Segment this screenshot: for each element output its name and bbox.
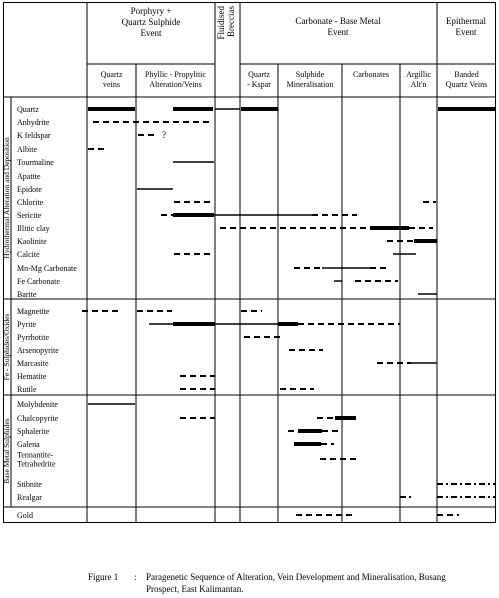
stage-label-bqv: Quartz Veins	[445, 80, 488, 89]
header-labels	[101, 6, 488, 89]
mineral-label-stibnite: Stibnite	[17, 480, 42, 489]
mineral-label-hematite: Hematite	[17, 372, 47, 381]
stage-label-qv: Quartz	[100, 70, 123, 79]
stage-label-bqv: Banded	[454, 70, 479, 79]
caption-text: Paragenetic Sequence of Alteration, Vein Development and Mineralisation, Busang Prospect, East Kalimantan.	[146, 572, 446, 594]
mineral-labels	[2, 105, 77, 520]
mineral-label-albite: Albite	[17, 145, 37, 154]
mineral-label-epidote: Epidote	[17, 185, 42, 194]
mineral-label-galena: Galena	[17, 440, 40, 449]
stage-label-qk: Quartz	[248, 70, 270, 79]
mineral-label-k-feldspar: K feldspar	[17, 131, 51, 140]
uncertain-note: ?	[162, 130, 166, 140]
mineral-label-tourmaline: Tourmaline	[17, 158, 54, 167]
mineral-label-mn-mg-carbonate: Mn-Mg Carbonate	[17, 264, 77, 273]
mineral-label-fe-carbonate: Fe Carbonate	[17, 277, 60, 286]
event-label-epithermal: Epithermal	[446, 16, 486, 26]
mineral-label-calcite: Calcite	[17, 250, 40, 259]
mineral-label-rutile: Rutile	[17, 385, 37, 394]
mineral-label-molybdenite: Molybdenite	[17, 400, 58, 409]
stage-label-arg: Alt'n	[410, 80, 427, 89]
mineral-label-anhydrite: Anhydrite	[17, 118, 50, 127]
mineral-label-pyrite: Pyrite	[17, 320, 37, 329]
group-label-fe: Fe - Sulphides/Oxides	[2, 313, 11, 381]
mineral-label-sphalerite: Sphalerite	[17, 427, 50, 436]
stage-label-carb: Carbonates	[353, 70, 389, 79]
event-label-porphyry: Porphyry +	[130, 6, 172, 16]
stage-label-arg: Argillic	[406, 70, 431, 79]
mineral-label-sericite: Sericite	[17, 211, 42, 220]
mineral-label-chlorite: Chlorite	[17, 198, 44, 207]
mineral-label-pyrrhotite: Pyrrhotite	[17, 333, 49, 342]
stage-label-phyl: Alteration/Veins	[149, 80, 202, 89]
mineral-label-chalcopyrite: Chalcopyrite	[17, 414, 59, 423]
mineral-label-gold: Gold	[17, 511, 33, 520]
stage-label-phyl: Phyllic - Propylitic	[145, 70, 206, 79]
mineral-label-barite: Barite	[17, 290, 37, 299]
mineral-label-marcasite: Marcasite	[17, 359, 49, 368]
mineral-label-realgar: Realgar	[17, 493, 42, 502]
caption-separator: :	[134, 572, 137, 582]
mineral-label-tennantite-tetrahedrite: Tetrahedrite	[17, 459, 56, 469]
caption-label: Figure 1	[88, 572, 119, 582]
group-label-bm: Base Metal Sulphides	[2, 418, 11, 484]
mineral-label-apatite: Apatite	[17, 172, 41, 181]
stage-label-qk: - Kspar	[247, 80, 271, 89]
mineral-label-illitic-clay: Illitic clay	[17, 224, 50, 233]
event-label-carbonate: Event	[327, 27, 349, 37]
mineral-label-arsenopyrite: Arsenopyrite	[17, 346, 59, 355]
event-label-carbonate: Carbonate - Base Metal	[295, 16, 381, 26]
mineral-label-magnetite: Magnetite	[17, 307, 50, 316]
group-label-hydro: Hydrothermal Alteration and Deposition	[2, 137, 11, 259]
mineral-label-kaolinite: Kaolinite	[17, 237, 47, 246]
stage-label-sm: Sulphide	[295, 70, 325, 79]
event-label-porphyry: Quartz Sulphide	[121, 17, 181, 27]
mineral-label-tennantite-tetrahedrite: Tennantite-	[17, 450, 54, 460]
paragenesis-bars	[82, 109, 496, 515]
stage-label-sm: Mineralisation	[286, 80, 334, 89]
mineral-label-quartz: Quartz	[17, 105, 39, 114]
event-label-fluidised: Breccias	[226, 6, 236, 37]
event-label-porphyry: Event	[140, 28, 162, 38]
event-label-fluidised: Fluidised	[216, 6, 226, 40]
stage-label-qv: veins	[103, 80, 120, 89]
event-label-epithermal: Event	[455, 27, 477, 37]
